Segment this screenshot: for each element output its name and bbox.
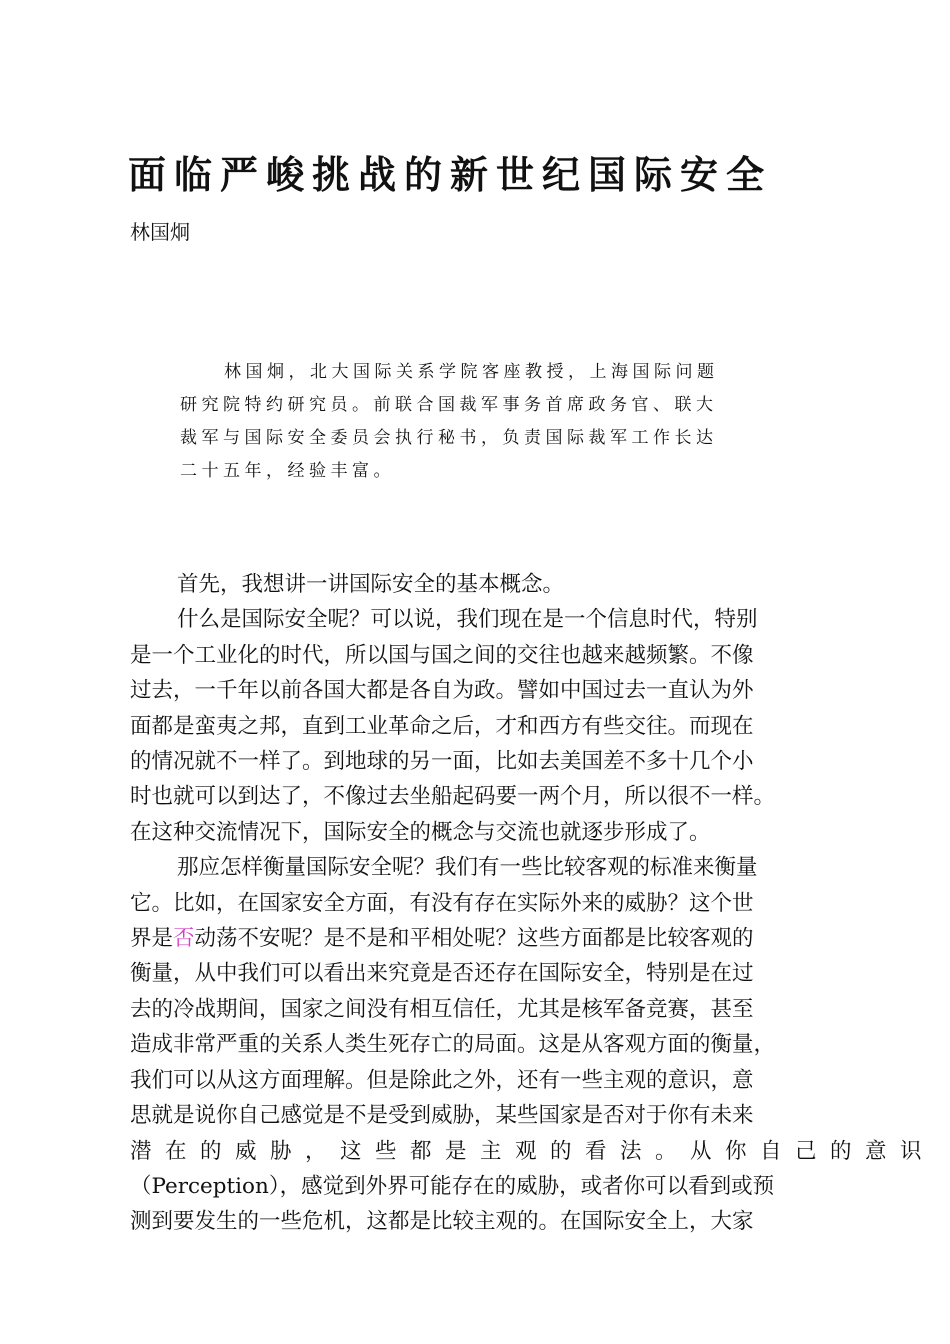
bio-line: 林国炯，北大国际关系学院客座教授，上海国际问题 bbox=[224, 362, 719, 382]
highlighted-character: 否 bbox=[173, 926, 195, 952]
paragraph-line: 是一个工业化的时代，所以国与国之间的交往也越来越频繁。不像 bbox=[130, 642, 754, 668]
paragraph-line: （Perception），感觉到外界可能存在的威胁，或者你可以看到或预 bbox=[130, 1173, 775, 1199]
paragraph-line: 测到要发生的一些危机，这都是比较主观的。在国际安全上，大家 bbox=[130, 1209, 754, 1235]
paragraph-line: 思就是说你自己感觉是不是受到威胁，某些国家是否对于你有未来 bbox=[130, 1103, 754, 1129]
paragraph-line: 造成非常严重的关系人类生死存亡的局面。这是从客观方面的衡量， bbox=[130, 1032, 776, 1058]
bio-line: 研究院特约研究员。前联合国裁军事务首席政务官、联大 bbox=[180, 395, 718, 415]
article-body bbox=[130, 567, 936, 1240]
paragraph-line: 在这种交流情况下，国际安全的概念与交流也就逐步形成了。 bbox=[130, 819, 711, 845]
document-title: 面临严峻挑战的新世纪国际安全 bbox=[128, 152, 773, 197]
bio-line: 裁军与国际安全委员会执行秘书，负责国际裁军工作长达 bbox=[180, 428, 718, 448]
paragraph-line: 首先，我想讲一讲国际安全的基本概念。 bbox=[177, 572, 565, 597]
author-bio bbox=[180, 356, 780, 488]
paragraph-line: 面都是蛮夷之邦，直到工业革命之后，才和西方有些交往。而现在 bbox=[130, 713, 754, 739]
paragraph-line: 时也就可以到达了，不像过去坐船起码要一两个月，所以很不一样。 bbox=[130, 784, 776, 810]
paragraph-line: 去的冷战期间，国家之间没有相互信任，尤其是核军备竞赛，甚至 bbox=[130, 996, 754, 1022]
paragraph-line: 的情况就不一样了。到地球的另一面，比如去美国差不多十几个小 bbox=[130, 749, 754, 775]
paragraph-line: 潜在的威胁，这些都是主观的看法。从你自己的意识 bbox=[130, 1138, 936, 1164]
bio-line: 二十五年，经验丰富。 bbox=[180, 461, 395, 481]
paragraph-line bbox=[130, 921, 850, 956]
paragraph-line: 那应怎样衡量国际安全呢？我们有一些比较客观的标准来衡量 bbox=[177, 855, 758, 881]
paragraph-line: 它。比如，在国家安全方面，有没有存在实际外来的威胁？这个世 bbox=[130, 890, 754, 916]
paragraph-line: 什么是国际安全呢？可以说，我们现在是一个信息时代，特别 bbox=[177, 607, 758, 633]
author-name: 林国炯 bbox=[130, 220, 190, 244]
paragraph-fragment: 动荡不安呢？是不是和平相处呢？这些方面都是比较客观的 bbox=[194, 926, 754, 952]
paragraph-line: 我们可以从这方面理解。但是除此之外，还有一些主观的意识，意 bbox=[130, 1067, 754, 1093]
paragraph-line: 衡量，从中我们可以看出来究竟是否还存在国际安全，特别是在过 bbox=[130, 961, 754, 987]
paragraph-fragment: 界是 bbox=[130, 926, 174, 952]
paragraph-line: 过去，一千年以前各国大都是各自为政。譬如中国过去一直认为外 bbox=[130, 678, 754, 704]
